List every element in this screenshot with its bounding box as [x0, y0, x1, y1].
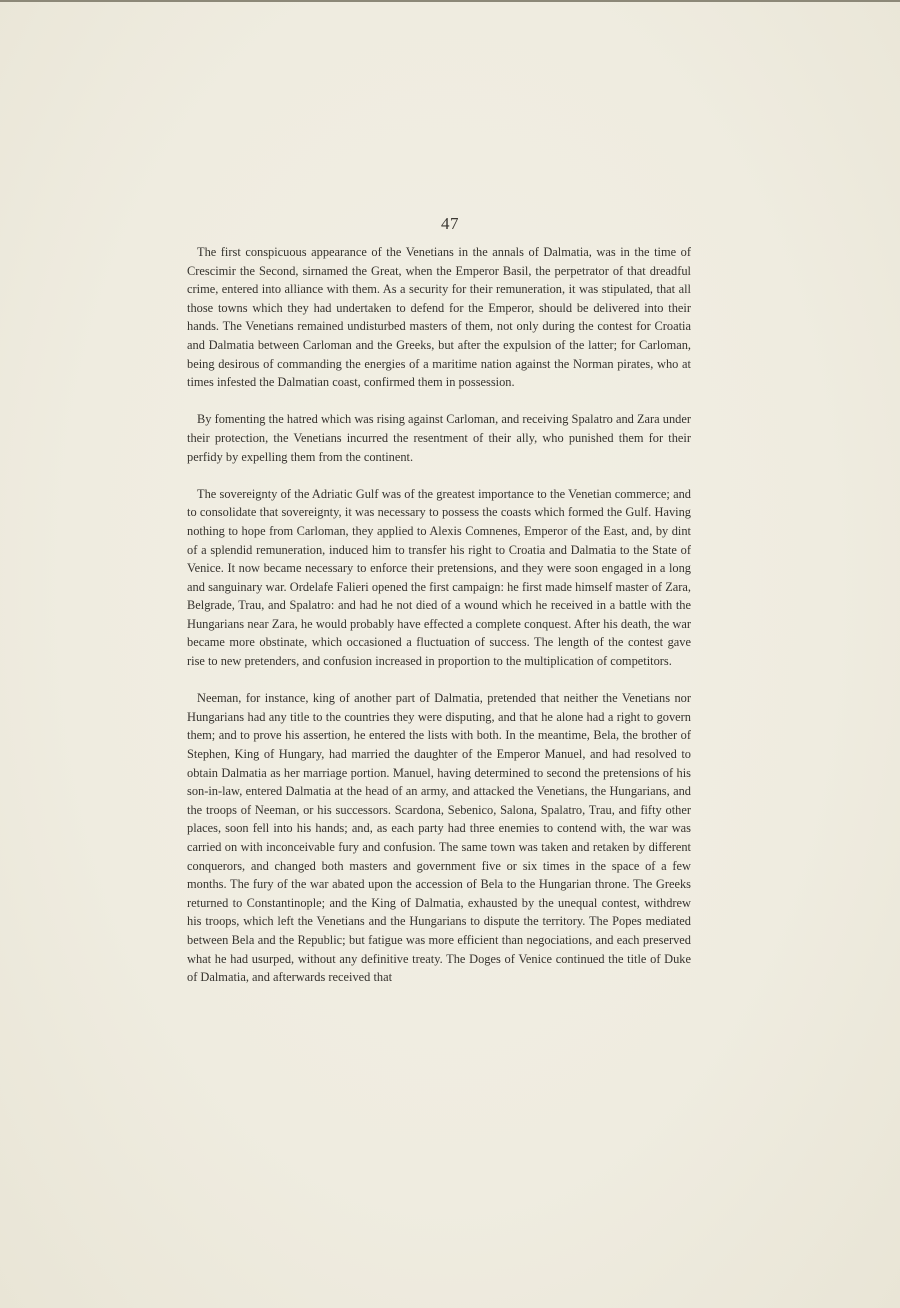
page-top-edge: [0, 0, 900, 2]
page-number: 47: [441, 214, 459, 233]
paragraph-neeman-pretensions: Neeman, for instance, king of another part of Dalmatia, pretended that neither the Venetians nor Hungarians had any title to the countries they were disputing, and that he alone had a right to govern them; and to prove his assertion, he entered the lists with both. In the meantime, Bela, the brother of Stephen, King of Hungary, had married the daughter of the Emperor Manuel, and had resolved to obtain Dalmatia as her marriage portion. Manuel, having determined to second the pretensions of his son-in-law, entered Dalmatia at the head of an army, and attacked the Venetians, the Hungarians, and the troops of Neeman, or his successors. Scardona, Sebenico, Salona, Spalatro, Trau, and fifty other places, soon fell into his hands; and, as each party had three enemies to contend with, the war was carried on with inconceivable fury and confusion. The same town was taken and retaken by different conquerors, and changed both masters and government five or six times in the space of a few months. The fury of the war abated upon the accession of Bela to the Hungarian throne. The Greeks returned to Constantinople; and the King of Dalmatia, exhausted by the unequal contest, withdrew his troops, which left the Venetians and the Hungarians to dispute the territory. The Popes mediated between Bela and the Republic; but fatigue was more efficient than negociations, and each preserved what he had usurped, without any definitive treaty. The Doges of Venice continued the title of Duke of Dalmatia, and afterwards received that: [187, 691, 691, 985]
paragraph-fomenting-hatred: By fomenting the hatred which was rising against Carloman, and receiving Spalatro and Zara under their protection, the Venetians incurred the resentment of their ally, who punished them for their perfidy by expelling them from the continent.: [187, 412, 691, 464]
paragraph-adriatic-sovereignty: The sovereignty of the Adriatic Gulf was of the greatest importance to the Venetian commerce; and to consolidate that sovereignty, it was necessary to possess the coasts which formed the Gulf. Having nothing to hope from Carloman, they applied to Alexis Comnenes, Emperor of the East, and, by dint of a splendid remuneration, induced him to transfer his right to Croatia and Dalmatia to the State of Venice. It now became necessary to enforce their pretensions, and they were soon engaged in a long and sanguinary war. Ordelafe Falieri opened the first campaign: he first made himself master of Zara, Belgrade, Trau, and Spalatro: and had he not died of a wound which he received in a battle with the Hungarians near Zara, he would probably have effected a complete conquest. After his death, the war became more obstinate, which occasioned a fluctuation of success. The length of the contest gave rise to new pretenders, and confusion increased in proportion to the multiplication of competitors.: [187, 486, 691, 669]
paragraph-venetians-crescimir: The first conspicuous appearance of the Venetians in the annals of Dalmatia, was in the time of Crescimir the Second, sirnamed the Great, when the Emperor Basil, the perpetrator of that dreadful crime, entered into alliance with them. As a security for their remuneration, it was stipulated, that all those towns which they had undertaken to defend for the Emperor, should be delivered into their hands. The Venetians remained undisturbed masters of them, not only during the contest for Croatia and Dalmatia between Carloman and the Greeks, but after the expulsion of the latter; for Carloman, being desirous of commanding the energies of a maritime nation against the Norman pirates, who at times infested the Dalmatian coast, confirmed them in possession.: [187, 245, 691, 390]
body-text: [187, 243, 691, 987]
